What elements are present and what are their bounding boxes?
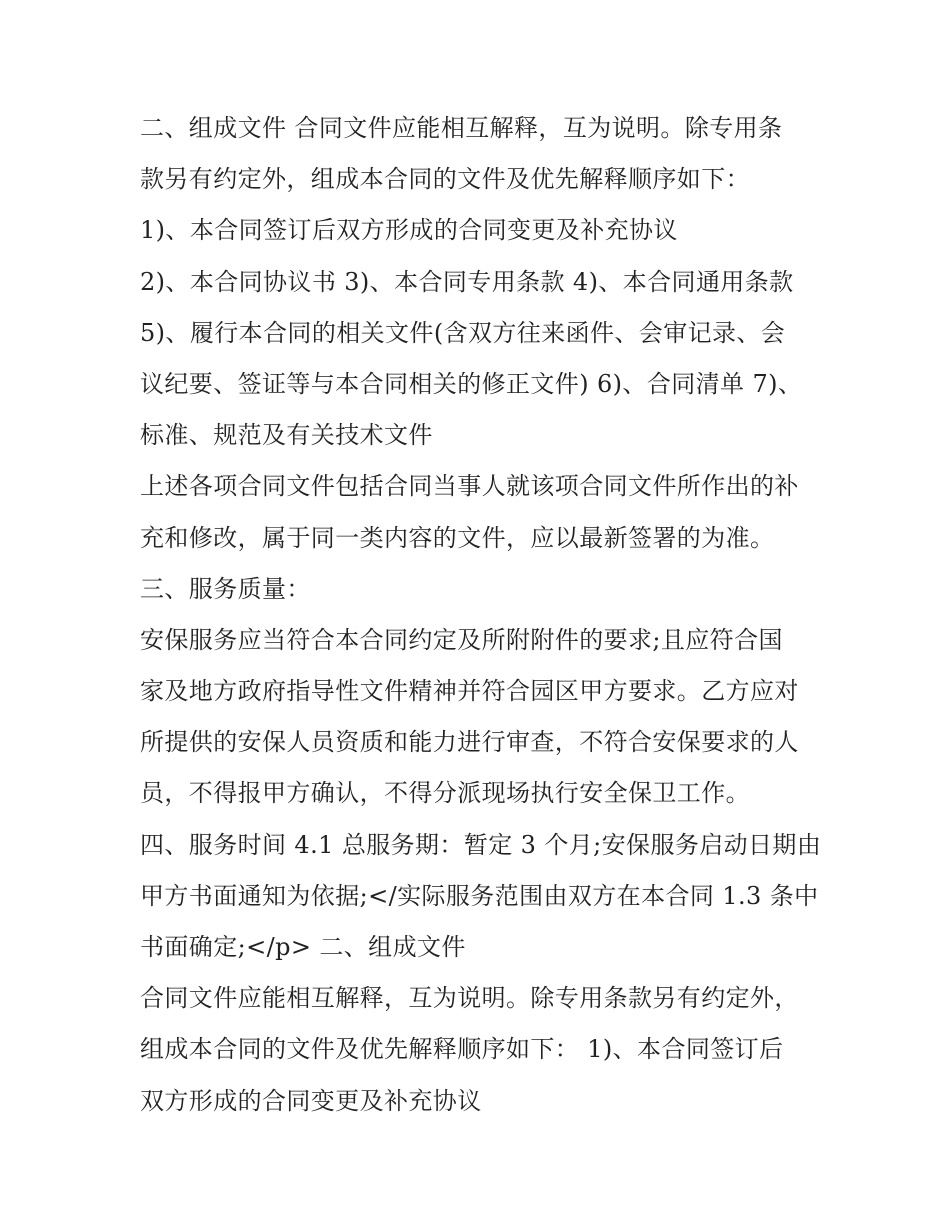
text-line-7: 标准、规范及有关技术文件	[140, 421, 433, 450]
text-line-11: 安保服务应当符合本合同约定及所附附件的要求;且应符合国	[140, 625, 783, 654]
text-line-4: 2)、本合同协议书 3)、本合同专用条款 4)、本合同通用条款	[140, 267, 794, 296]
text-line-2: 款另有约定外，组成本合同的文件及优先解释顺序如下：	[140, 165, 750, 194]
text-line-3: 1)、本合同签订后双方形成的合同变更及补充协议	[140, 216, 678, 245]
text-line-10: 三、服务质量：	[140, 574, 311, 603]
text-line-15: 四、服务时间 4.1 总服务期：暂定 3 个月;安保服务启动日期由	[140, 830, 822, 859]
text-line-16: 甲方书面通知为依据;</实际服务范围由双方在本合同 1.3 条中	[140, 881, 819, 910]
text-line-19: 组成本合同的文件及优先解释顺序如下： 1)、本合同签订后	[140, 1035, 784, 1064]
text-line-6: 议纪要、签证等与本合同相关的修正文件) 6)、合同清单 7)、	[140, 369, 803, 398]
text-line-8: 上述各项合同文件包括合同当事人就该项合同文件所作出的补	[140, 472, 799, 501]
text-line-18: 合同文件应能相互解释，互为说明。除专用条款另有约定外，	[140, 984, 799, 1013]
text-line-17: 书面确定;</p> 二、组成文件	[140, 933, 466, 961]
text-line-9: 充和修改，属于同一类内容的文件，应以最新签署的为准。	[140, 523, 775, 552]
text-line-13: 所提供的安保人员资质和能力进行审查，不符合安保要求的人	[140, 728, 799, 757]
text-line-1: 二、组成文件 合同文件应能相互解释，互为说明。除专用条	[140, 114, 783, 142]
text-line-12: 家及地方政府指导性文件精神并符合园区甲方要求。乙方应对	[140, 677, 799, 706]
text-line-14: 员，不得报甲方确认，不得分派现场执行安全保卫工作。	[140, 779, 750, 808]
text-line-20: 双方形成的合同变更及补充协议	[140, 1086, 482, 1115]
document-body	[140, 103, 820, 1127]
text-line-5: 5)、履行本合同的相关文件(含双方往来函件、会审记录、会	[140, 318, 786, 347]
